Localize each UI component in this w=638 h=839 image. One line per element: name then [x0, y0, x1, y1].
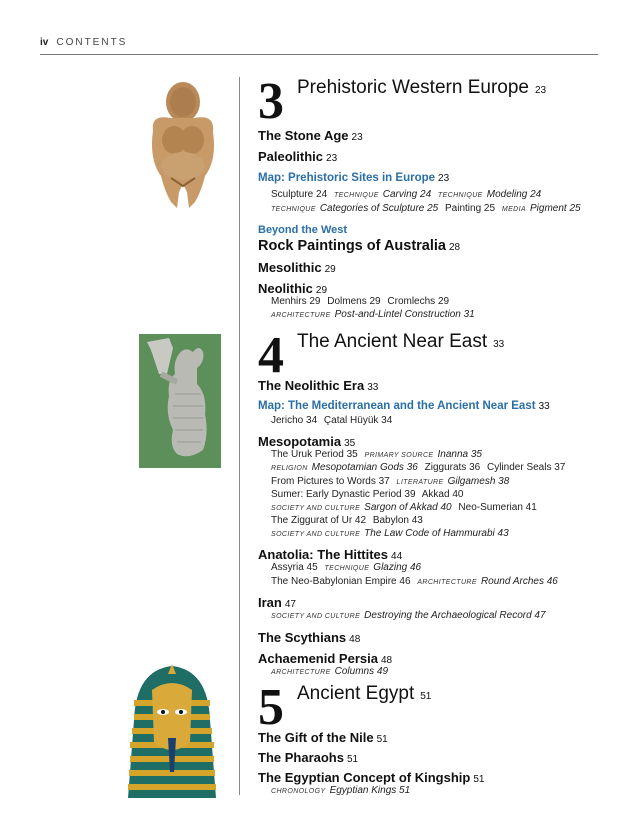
feature-label: TECHNIQUE — [333, 192, 379, 199]
chapter-4 — [258, 327, 598, 679]
toc-entry[interactable]: Achaemenid Persia 48 — [258, 650, 393, 666]
toc-subentry-line — [258, 562, 598, 576]
toc-subentry[interactable]: Assyria 45 — [271, 562, 318, 573]
toc-subentry[interactable]: Columns 49 — [334, 665, 388, 677]
feature-label: TECHNIQUE — [271, 205, 316, 213]
toc-map-entry[interactable]: Map: The Mediterranean and the Ancient Near East 33 — [258, 400, 550, 412]
chapter-number: 3 — [258, 73, 284, 130]
toc-entry[interactable]: The Pharaohs 51 — [258, 750, 359, 765]
toc-subentry[interactable]: Dolmens 29 — [327, 296, 381, 307]
feature-label: LITERATURE — [396, 478, 444, 486]
toc-subentry-line — [258, 489, 598, 502]
toc-subentry-line — [258, 515, 598, 528]
toc-subentry[interactable]: The Uruk Period 35 — [271, 448, 358, 460]
header-title: CONTENTS — [56, 37, 128, 48]
chapter-title: Prehistoric Western Europe 23 — [297, 77, 547, 98]
toc-subentry[interactable]: Sculpture 24 — [271, 189, 328, 200]
toc-subentry[interactable]: Pigment 25 — [530, 202, 581, 214]
feature-label: TECHNIQUE — [437, 192, 483, 199]
toc-entry[interactable]: The Stone Age 23 — [258, 128, 363, 143]
toc-subentry[interactable]: Egyptian Kings 51 — [329, 785, 411, 796]
toc-entry[interactable]: Anatolia: The Hittites 44 — [258, 547, 403, 562]
toc-subentry-line — [258, 576, 598, 590]
toc-subentry-line — [258, 528, 598, 542]
toc-subentry[interactable]: From Pictures to Words 37 — [271, 475, 390, 487]
running-header — [40, 37, 127, 48]
toc-subentry[interactable]: Modeling 24 — [486, 189, 542, 200]
feature-label: TECHNIQUE — [324, 565, 370, 572]
chapter-title: Ancient Egypt 51 — [297, 683, 432, 704]
feature-label: CHRONOLOGY — [271, 788, 326, 795]
toc-subentry[interactable]: Glazing 46 — [373, 562, 422, 573]
column-divider — [239, 77, 240, 795]
toc-subentry-line — [258, 476, 598, 490]
feature-label: ARCHITECTURE — [417, 578, 477, 586]
toc-subentry[interactable]: Akkad 40 — [421, 489, 464, 500]
toc-subentry-line — [258, 666, 598, 680]
chapter-3 — [258, 73, 598, 322]
toc-entry[interactable]: The Egyptian Concept of Kingship 51 — [258, 770, 485, 785]
silver-vessel-kneeling-bull-image — [139, 334, 221, 468]
feature-label: PRIMARY SOURCE — [364, 451, 434, 459]
toc-subentry[interactable]: Inanna 35 — [437, 448, 482, 460]
toc-subentry[interactable]: Cromlechs 29 — [387, 296, 450, 307]
toc-subentry[interactable]: The Ziggurat of Ur 42 — [271, 515, 367, 526]
feature-label: MEDIA — [501, 205, 527, 213]
toc-subentry[interactable]: Jericho 34 — [271, 415, 318, 426]
chapter-number: 5 — [258, 679, 284, 736]
toc-subentry-line — [258, 309, 598, 323]
toc-subentry-line — [258, 449, 598, 463]
toc-map-entry[interactable]: Map: Prehistoric Sites in Europe 23 — [258, 172, 450, 184]
toc-subentry[interactable]: Sumer: Early Dynastic Period 39 — [271, 489, 416, 500]
toc-subentry[interactable]: The Law Code of Hammurabi 43 — [364, 527, 509, 539]
toc-subentry[interactable]: Gilgamesh 38 — [447, 475, 510, 487]
toc-subentry[interactable]: The Neo-Babylonian Empire 46 — [271, 575, 411, 587]
feature-label: ARCHITECTURE — [271, 311, 331, 319]
toc-entry[interactable]: Neolithic 29 — [258, 281, 328, 296]
toc-subentry[interactable]: Ziggurats 36 — [424, 462, 481, 473]
toc-subentry-line — [258, 610, 598, 624]
tutankhamun-mask-image — [124, 660, 220, 798]
toc-subentry-line — [258, 415, 598, 428]
feature-label: SOCIETY AND CULTURE — [271, 504, 361, 512]
toc-subentry[interactable]: Sargon of Akkad 40 — [364, 501, 452, 513]
toc-subentry[interactable]: Neo-Sumerian 41 — [458, 501, 537, 513]
toc-subentry[interactable]: Round Arches 46 — [480, 575, 558, 587]
toc-subentry-line — [258, 203, 598, 217]
toc-subentry[interactable]: Destroying the Archaeological Record 47 — [364, 610, 546, 621]
toc-entry[interactable]: Mesolithic 29 — [258, 260, 336, 275]
toc-subentry-line — [258, 502, 598, 516]
toc-subentry-line — [258, 296, 598, 309]
chapter-number: 4 — [258, 327, 284, 384]
feature-label: SOCIETY AND CULTURE — [271, 613, 361, 620]
toc-entry[interactable]: Iran 47 — [258, 595, 296, 610]
toc-entry[interactable]: The Scythians 48 — [258, 629, 361, 645]
toc-subentry[interactable]: Categories of Sculpture 25 — [319, 202, 439, 214]
toc-subentry-line — [258, 189, 598, 203]
page-number: iv — [40, 37, 49, 48]
toc-subentry[interactable]: Painting 25 — [445, 202, 496, 214]
toc-subentry[interactable]: Post-and-Lintel Construction 31 — [334, 308, 475, 320]
toc-entry[interactable]: Paleolithic 23 — [258, 149, 338, 164]
feature-label: ARCHITECTURE — [271, 668, 331, 676]
toc-entry[interactable]: The Neolithic Era 33 — [258, 378, 379, 393]
toc-subentry-line — [258, 785, 598, 799]
toc-entry[interactable]: Rock Paintings of Australia 28 — [258, 238, 461, 254]
toc-subentry[interactable]: Carving 24 — [382, 189, 432, 200]
feature-label: RELIGION — [271, 465, 308, 472]
toc-subentry[interactable]: Babylon 43 — [372, 515, 423, 526]
chapter-5 — [258, 679, 598, 799]
venus-of-willendorf-image — [143, 80, 223, 218]
header-rule — [40, 54, 598, 55]
toc-subentry[interactable]: Çatal Hüyük 34 — [323, 415, 393, 426]
toc-subentry-line — [258, 462, 598, 476]
chapter-title: The Ancient Near East 33 — [297, 331, 505, 352]
toc-subentry[interactable]: Cylinder Seals 37 — [486, 462, 566, 473]
toc-entry[interactable]: The Gift of the Nile 51 — [258, 730, 388, 745]
toc-entry[interactable]: Mesopotamia 35 — [258, 433, 356, 449]
toc-subentry[interactable]: Mesopotamian Gods 36 — [311, 462, 418, 473]
feature-label: SOCIETY AND CULTURE — [271, 530, 361, 538]
section-label: Beyond the West — [258, 224, 348, 236]
toc-subentry[interactable]: Menhirs 29 — [271, 296, 321, 307]
